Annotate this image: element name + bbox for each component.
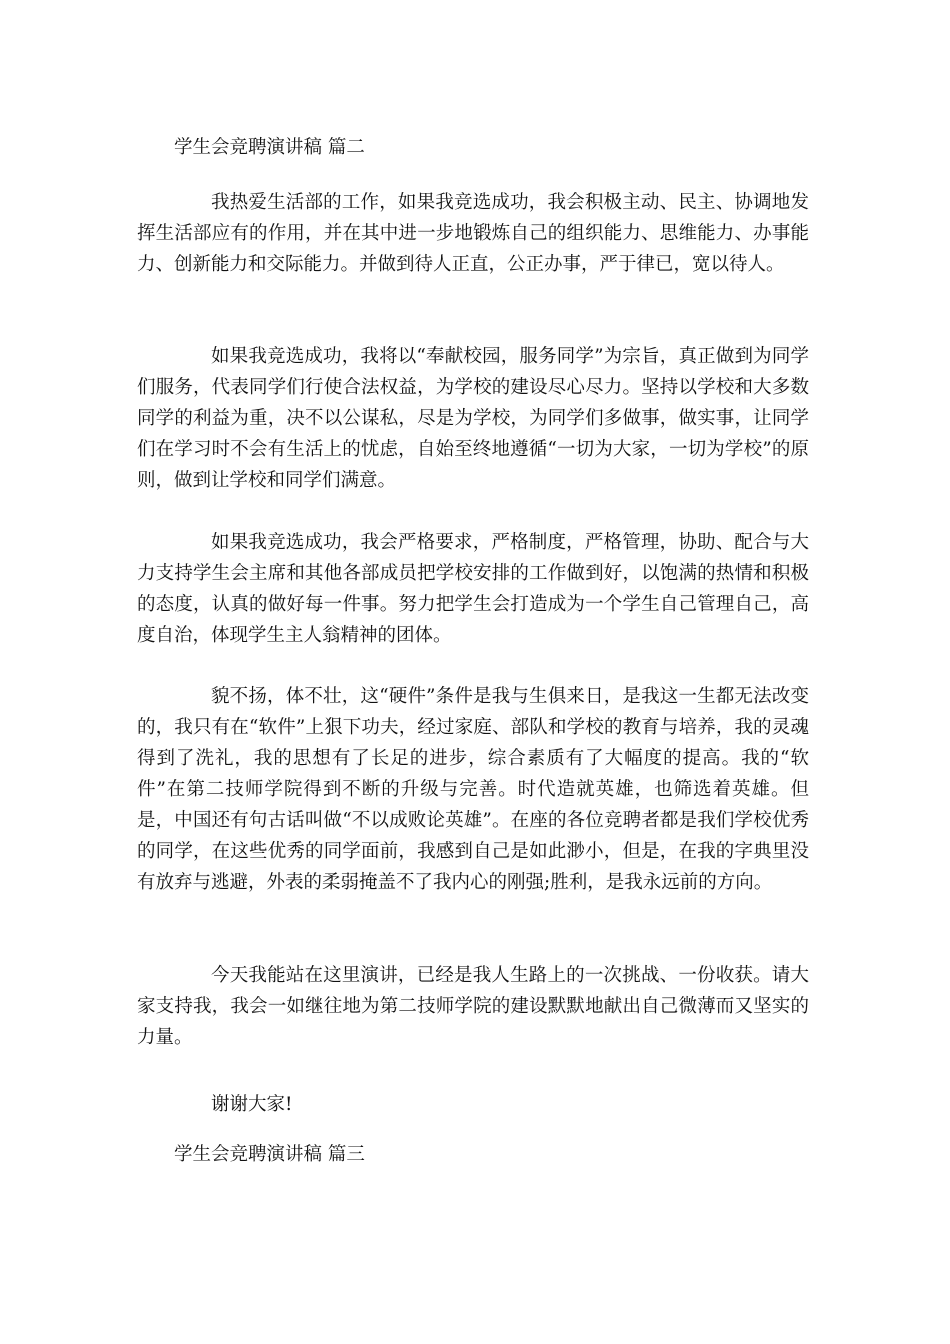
paragraph-1: 我热爱生活部的工作，如果我竞选成功，我会积极主动、民主、协调地发挥生活部应有的作用，并在其中进一步地锻炼自己的组织能力、思维能力、办事能力、创新能力和交际能力。并做到待人正直，公正办事，严于律已，宽以待人。 [137,192,809,275]
paragraph-3: 如果我竞选成功，我会严格要求，严格制度，严格管理，协助、配合与大力支持学生会主席和其他各部成员把学校安排的工作做到好，以饱满的热情和积极的态度，认真的做好每一件事。努力把学生会打造成为一个学生自己管理自己，高度自治，体现学生主人翁精神的团体。 [137,532,809,646]
paragraph-5: 今天我能站在这里演讲，已经是我人生路上的一次挑战、一份收获。请大家支持我，我会一如继往地为第二技师学院的建设默默地献出自己微薄而又坚实的力量。 [137,965,809,1048]
closing-thanks: 谢谢大家! [211,1094,293,1115]
section-heading-two: 学生会竞聘演讲稿 篇二 [174,137,365,158]
section-heading-three: 学生会竞聘演讲稿 篇三 [174,1144,365,1165]
paragraph-4: 貌不扬，体不壮，这“硬件”条件是我与生俱来日，是我这一生都无法改变的，我只有在“软件”上狠下功夫，经过家庭、部队和学校的教育与培养，我的灵魂得到了洗礼，我的思想有了长足的进步，综合素质有了大幅度的提高。我的“软件”在第二技师学院得到不断的升级与完善。时代造就英雄，也筛选着英雄。但是，中国还有句古话叫做“不以成败论英雄”。在座的各位竞聘者都是我们学校优秀的同学，在这些优秀的同学面前，我感到自己是如此渺小，但是，在我的字典里没有放弃与逃避，外表的柔弱掩盖不了我内心的刚强;胜利，是我永远前的方向。 [137,686,809,893]
paragraph-2: 如果我竞选成功，我将以“奉献校园，服务同学”为宗旨，真正做到为同学们服务，代表同学们行使合法权益，为学校的建设尽心尽力。坚持以学校和大多数同学的利益为重，决不以公谋私，尽是为学校，为同学们多做事，做实事，让同学们在学习时不会有生活上的忧虑，自始至终地遵循“一切为大家，一切为学校”的原则，做到让学校和同学们满意。 [137,346,809,491]
